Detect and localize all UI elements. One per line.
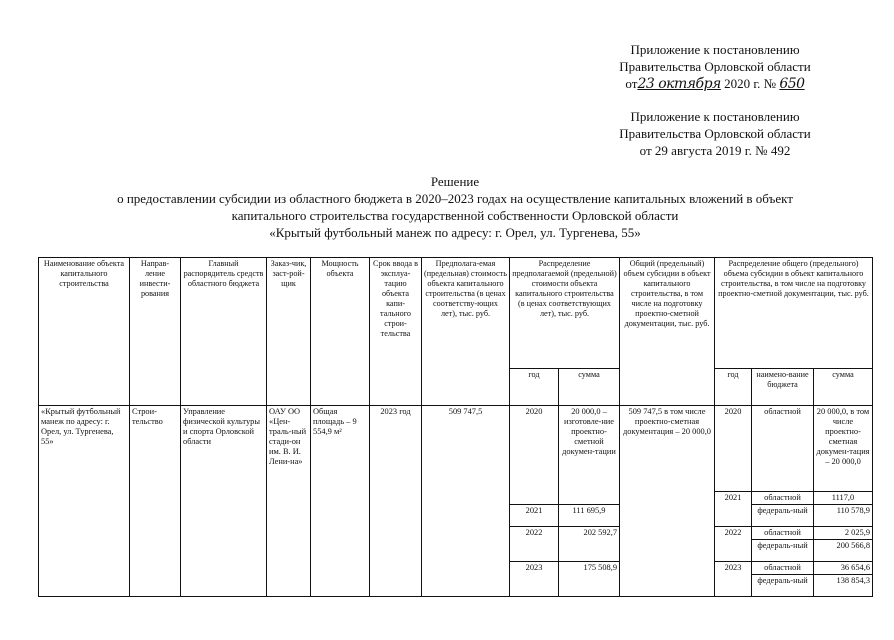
subsidy-table — [38, 257, 873, 597]
cell-capacity: Общая площадь – 9 554,9 м² — [311, 406, 370, 597]
cell-subsidy-budget: областной — [752, 527, 814, 540]
cell-subsidy-sum: 20 000,0, в том числе проектно-сметная докумен-тация – 20 000,0 — [814, 406, 873, 492]
title-line1: Решение — [430, 174, 480, 189]
header-term: Срок ввода в эксплуа-тацию объекта капи-тального строи-тельства — [370, 258, 422, 406]
handwritten-number: 650 — [779, 76, 805, 92]
cell-object-name: «Крытый футбольный манеж по адресу: г. Орел, ул. Тургенева, 55» — [39, 406, 130, 597]
cell-subsidy-year: 2022 — [715, 527, 752, 562]
table-row — [39, 406, 873, 492]
handwritten-date: 23 октября — [637, 76, 721, 92]
cell-cost-sum: 202 592,7 — [559, 527, 620, 562]
cell-subsidy-sum: 110 578,9 — [814, 505, 873, 527]
appendix-current-line1: Приложение к постановлению — [630, 42, 800, 57]
cell-subsidy-budget: федераль-ный — [752, 575, 814, 597]
header-customer: Заказ-чик, заст-рой-щик — [267, 258, 311, 406]
header-cost-sum: сумма — [559, 369, 620, 406]
appendix-current — [590, 41, 840, 93]
cell-subsidy-sum: 36 654,6 — [814, 562, 873, 575]
cell-cost: 509 747,5 — [422, 406, 510, 597]
cell-direction: Строи-тельство — [130, 406, 181, 597]
header-subsidy-year: год — [715, 369, 752, 406]
cell-term: 2023 год — [370, 406, 422, 597]
document-title — [40, 173, 870, 241]
appendix-original-line3: от 29 августа 2019 г. № 492 — [639, 143, 791, 158]
header-distribution-subsidy: Распределение общего (предельного) объема субсидии в объект капитального строительства, в том числе на подготовку проектно-сметной документации, тыс. руб. — [715, 258, 873, 369]
title-line4: «Крытый футбольный манеж по адресу: г. Орел, ул. Тургенева, 55» — [269, 225, 641, 240]
cell-cost-year: 2020 — [510, 406, 559, 505]
title-line3: капитального строительства государственной собственности Орловской области — [231, 208, 679, 223]
cell-cost-sum: 111 695,9 — [559, 505, 620, 527]
appendix-year-number-label: 2020 г. № — [724, 76, 777, 91]
appendix-original — [590, 108, 840, 159]
appendix-date-prefix: от — [625, 76, 638, 91]
appendix-current-line3 — [590, 75, 840, 93]
appendix-original-line2: Правительства Орловской области — [619, 126, 811, 141]
cell-subsidy-sum: 138 854,3 — [814, 575, 873, 597]
cell-cost-year: 2021 — [510, 505, 559, 527]
appendix-original-line1: Приложение к постановлению — [630, 109, 800, 124]
header-distribution-cost: Распределение предполагаемой (предельной) стоимости объекта капитального строительства (в ценах соответствующих лет), тыс. руб. — [510, 258, 620, 369]
cell-subsidy-budget: областной — [752, 562, 814, 575]
header-cost-year: год — [510, 369, 559, 406]
header-total-subsidy: Общий (предельный) объем субсидии в объект капитального строительства, в том числе на подготовку проектно-сметной документации, тыс. руб. — [620, 258, 715, 406]
appendix-current-line2: Правительства Орловской области — [619, 59, 811, 74]
cell-subsidy-budget: областной — [752, 406, 814, 492]
cell-subsidy-sum: 2 025,9 — [814, 527, 873, 540]
cell-subsidy-year: 2020 — [715, 406, 752, 492]
cell-subsidy-sum: 1117,0 — [814, 492, 873, 505]
cell-total-subsidy: 509 747,5 в том числе проектно-сметная документация – 20 000,0 — [620, 406, 715, 597]
title-line2: о предоставлении субсидии из областного бюджета в 2020–2023 годах на осуществление капитальных вложений в объект — [117, 191, 793, 206]
cell-subsidy-sum: 200 566,8 — [814, 540, 873, 562]
cell-cost-year: 2023 — [510, 562, 559, 597]
cell-cost-sum: 20 000,0 – изготовле-ние проектно-сметной докумен-тации — [559, 406, 620, 505]
header-name: Наименование объекта капитального строительства — [39, 258, 130, 406]
header-capacity: Мощность объекта — [311, 258, 370, 406]
header-cost: Предполага-емая (предельная) стоимость объекта капитального строительства (в ценах соответству-ющих лет), тыс. руб. — [422, 258, 510, 406]
header-manager: Главный распорядитель средств областного бюджета — [181, 258, 267, 406]
header-direction: Направ-ление инвести-рования — [130, 258, 181, 406]
cell-subsidy-year: 2023 — [715, 562, 752, 597]
header-subsidy-budget: наимено-вание бюджета — [752, 369, 814, 406]
header-subsidy-sum: сумма — [814, 369, 873, 406]
cell-manager: Управление физической культуры и спорта Орловской области — [181, 406, 267, 597]
cell-subsidy-year: 2021 — [715, 492, 752, 527]
cell-subsidy-budget: федераль-ный — [752, 540, 814, 562]
cell-customer: ОАУ ОО «Цен-траль-ный стади-он им. В. И. Лени-на» — [267, 406, 311, 597]
cell-subsidy-budget: областной — [752, 492, 814, 505]
cell-subsidy-budget: федераль-ный — [752, 505, 814, 527]
cell-cost-sum: 175 508,9 — [559, 562, 620, 597]
cell-cost-year: 2022 — [510, 527, 559, 562]
